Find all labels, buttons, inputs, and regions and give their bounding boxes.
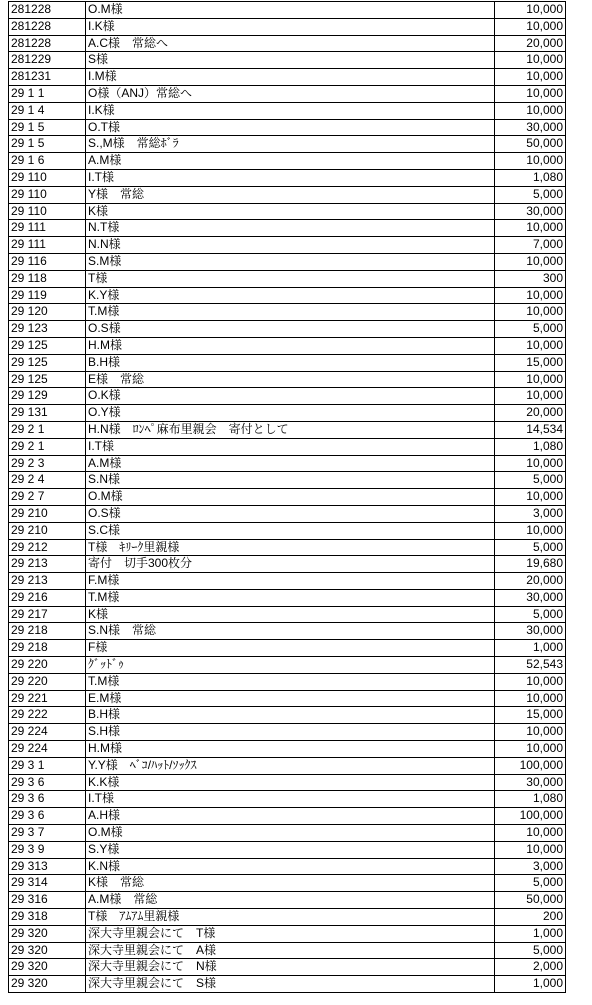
date-cell: 29 111: [9, 237, 86, 254]
table-row: [9, 522, 566, 539]
table-row: [9, 606, 566, 623]
amount-cell: 5,000: [495, 321, 566, 338]
table-row: [9, 489, 566, 506]
date-cell: 29 213: [9, 556, 86, 573]
description-cell: Y様 常総: [86, 186, 495, 203]
description-cell: O.S様: [86, 505, 495, 522]
amount-cell: 5,000: [495, 606, 566, 623]
date-cell: 281228: [9, 2, 86, 19]
table-row: [9, 741, 566, 758]
description-cell: S.,M様 常総ﾎﾞﾗ: [86, 136, 495, 153]
description-cell: T.M様: [86, 304, 495, 321]
table-row: [9, 220, 566, 237]
amount-cell: 10,000: [495, 337, 566, 354]
date-cell: 29 1 4: [9, 102, 86, 119]
date-cell: 29 110: [9, 203, 86, 220]
table-row: [9, 942, 566, 959]
amount-cell: 10,000: [495, 253, 566, 270]
table-row: [9, 321, 566, 338]
table-row: [9, 841, 566, 858]
date-cell: 29 3 6: [9, 791, 86, 808]
date-cell: 29 3 6: [9, 808, 86, 825]
amount-cell: 50,000: [495, 136, 566, 153]
amount-cell: 5,000: [495, 186, 566, 203]
description-cell: K.N様: [86, 858, 495, 875]
amount-cell: 14,534: [495, 421, 566, 438]
date-cell: 29 131: [9, 405, 86, 422]
table-row: [9, 690, 566, 707]
amount-cell: 10,000: [495, 85, 566, 102]
amount-cell: 300: [495, 270, 566, 287]
description-cell: O.M様: [86, 2, 495, 19]
amount-cell: 50,000: [495, 892, 566, 909]
date-cell: 29 123: [9, 321, 86, 338]
table-row: [9, 85, 566, 102]
description-cell: K様: [86, 606, 495, 623]
date-cell: 29 318: [9, 909, 86, 926]
date-cell: 29 1 1: [9, 85, 86, 102]
description-cell: S様: [86, 52, 495, 69]
amount-cell: 10,000: [495, 741, 566, 758]
description-cell: A.M様: [86, 153, 495, 170]
table-row: [9, 774, 566, 791]
amount-cell: 2,000: [495, 959, 566, 976]
table-row: [9, 438, 566, 455]
table-row: [9, 657, 566, 674]
description-cell: H.M様: [86, 741, 495, 758]
amount-cell: 10,000: [495, 841, 566, 858]
date-cell: 29 2 4: [9, 472, 86, 489]
description-cell: B.H様: [86, 707, 495, 724]
table-row: [9, 153, 566, 170]
table-row: [9, 237, 566, 254]
table-row: [9, 724, 566, 741]
date-cell: 29 120: [9, 304, 86, 321]
date-cell: 29 320: [9, 925, 86, 942]
date-cell: 29 118: [9, 270, 86, 287]
description-cell: N.T様: [86, 220, 495, 237]
table-row: [9, 287, 566, 304]
amount-cell: 19,680: [495, 556, 566, 573]
amount-cell: 10,000: [495, 153, 566, 170]
date-cell: 29 1 5: [9, 119, 86, 136]
amount-cell: 10,000: [495, 52, 566, 69]
description-cell: B.H様: [86, 354, 495, 371]
table-row: [9, 573, 566, 590]
date-cell: 29 3 9: [9, 841, 86, 858]
date-cell: 29 2 1: [9, 421, 86, 438]
description-cell: O.Y様: [86, 405, 495, 422]
table-row: [9, 35, 566, 52]
table-row: [9, 472, 566, 489]
date-cell: 29 220: [9, 657, 86, 674]
description-cell: E.M様: [86, 690, 495, 707]
description-cell: O.M様: [86, 489, 495, 506]
date-cell: 29 210: [9, 505, 86, 522]
date-cell: 29 2 1: [9, 438, 86, 455]
amount-cell: 30,000: [495, 119, 566, 136]
description-cell: I.K様: [86, 102, 495, 119]
amount-cell: 5,000: [495, 942, 566, 959]
description-cell: I.M様: [86, 69, 495, 86]
date-cell: 29 216: [9, 589, 86, 606]
description-cell: I.K様: [86, 18, 495, 35]
description-cell: F.M様: [86, 573, 495, 590]
date-cell: 29 320: [9, 959, 86, 976]
amount-cell: 15,000: [495, 354, 566, 371]
table-row: [9, 925, 566, 942]
amount-cell: 20,000: [495, 405, 566, 422]
description-cell: T.M様: [86, 673, 495, 690]
ledger-body: [9, 2, 566, 993]
amount-cell: 30,000: [495, 589, 566, 606]
date-cell: 29 218: [9, 623, 86, 640]
table-row: [9, 102, 566, 119]
description-cell: A.M様 常総: [86, 892, 495, 909]
description-cell: O.K様: [86, 388, 495, 405]
description-cell: A.H様: [86, 808, 495, 825]
description-cell: 寄付 切手300枚分: [86, 556, 495, 573]
table-row: [9, 892, 566, 909]
amount-cell: 10,000: [495, 2, 566, 19]
table-row: [9, 119, 566, 136]
description-cell: I.T様: [86, 791, 495, 808]
date-cell: 29 313: [9, 858, 86, 875]
amount-cell: 100,000: [495, 757, 566, 774]
table-row: [9, 69, 566, 86]
date-cell: 29 221: [9, 690, 86, 707]
date-cell: 29 316: [9, 892, 86, 909]
amount-cell: 1,080: [495, 169, 566, 186]
description-cell: T様 ｷﾘｰｸ里親様: [86, 539, 495, 556]
date-cell: 29 218: [9, 640, 86, 657]
table-row: [9, 623, 566, 640]
table-row: [9, 589, 566, 606]
table-row: [9, 2, 566, 19]
table-row: [9, 304, 566, 321]
table-row: [9, 405, 566, 422]
amount-cell: 10,000: [495, 455, 566, 472]
table-row: [9, 875, 566, 892]
date-cell: 29 125: [9, 337, 86, 354]
date-cell: 29 1 5: [9, 136, 86, 153]
amount-cell: 10,000: [495, 673, 566, 690]
description-cell: 深大寺里親会にて S様: [86, 976, 495, 993]
table-row: [9, 337, 566, 354]
table-row: [9, 270, 566, 287]
date-cell: 29 116: [9, 253, 86, 270]
table-row: [9, 371, 566, 388]
amount-cell: 7,000: [495, 237, 566, 254]
date-cell: 29 1 6: [9, 153, 86, 170]
description-cell: O.S様: [86, 321, 495, 338]
date-cell: 29 125: [9, 354, 86, 371]
table-row: [9, 203, 566, 220]
date-cell: 29 210: [9, 522, 86, 539]
amount-cell: 10,000: [495, 18, 566, 35]
table-row: [9, 673, 566, 690]
description-cell: Y.Y様 ﾍﾞｺ/ﾊｯﾄ/ｿｯｸｽ: [86, 757, 495, 774]
table-row: [9, 169, 566, 186]
amount-cell: 10,000: [495, 371, 566, 388]
donation-ledger-table: [8, 1, 566, 993]
description-cell: O様（ANJ）常総へ: [86, 85, 495, 102]
description-cell: I.T様: [86, 438, 495, 455]
description-cell: S.M様: [86, 253, 495, 270]
amount-cell: 100,000: [495, 808, 566, 825]
table-row: [9, 354, 566, 371]
table-row: [9, 707, 566, 724]
amount-cell: 10,000: [495, 388, 566, 405]
date-cell: 29 2 7: [9, 489, 86, 506]
description-cell: I.T様: [86, 169, 495, 186]
amount-cell: 20,000: [495, 573, 566, 590]
description-cell: A.C様 常総へ: [86, 35, 495, 52]
table-row: [9, 808, 566, 825]
date-cell: 29 129: [9, 388, 86, 405]
description-cell: S.C様: [86, 522, 495, 539]
date-cell: 29 220: [9, 673, 86, 690]
date-cell: 29 213: [9, 573, 86, 590]
amount-cell: 30,000: [495, 623, 566, 640]
date-cell: 281228: [9, 18, 86, 35]
date-cell: 29 110: [9, 186, 86, 203]
date-cell: 29 119: [9, 287, 86, 304]
amount-cell: 20,000: [495, 35, 566, 52]
description-cell: E様 常総: [86, 371, 495, 388]
date-cell: 281231: [9, 69, 86, 86]
table-row: [9, 455, 566, 472]
date-cell: 29 222: [9, 707, 86, 724]
table-row: [9, 52, 566, 69]
table-row: [9, 136, 566, 153]
date-cell: 29 125: [9, 371, 86, 388]
amount-cell: 10,000: [495, 304, 566, 321]
amount-cell: 3,000: [495, 505, 566, 522]
amount-cell: 10,000: [495, 102, 566, 119]
date-cell: 29 320: [9, 976, 86, 993]
amount-cell: 52,543: [495, 657, 566, 674]
date-cell: 29 110: [9, 169, 86, 186]
date-cell: 29 217: [9, 606, 86, 623]
amount-cell: 1,000: [495, 976, 566, 993]
date-cell: 29 314: [9, 875, 86, 892]
date-cell: 281229: [9, 52, 86, 69]
table-row: [9, 539, 566, 556]
description-cell: S.Y様: [86, 841, 495, 858]
amount-cell: 10,000: [495, 220, 566, 237]
amount-cell: 15,000: [495, 707, 566, 724]
table-row: [9, 858, 566, 875]
description-cell: K様: [86, 203, 495, 220]
amount-cell: 10,000: [495, 489, 566, 506]
description-cell: K様 常総: [86, 875, 495, 892]
amount-cell: 10,000: [495, 825, 566, 842]
table-row: [9, 18, 566, 35]
amount-cell: 5,000: [495, 875, 566, 892]
description-cell: T様: [86, 270, 495, 287]
amount-cell: 1,000: [495, 640, 566, 657]
amount-cell: 10,000: [495, 522, 566, 539]
description-cell: F様: [86, 640, 495, 657]
date-cell: 29 224: [9, 741, 86, 758]
table-row: [9, 791, 566, 808]
description-cell: N.N様: [86, 237, 495, 254]
table-row: [9, 909, 566, 926]
amount-cell: 5,000: [495, 472, 566, 489]
table-row: [9, 505, 566, 522]
date-cell: 29 212: [9, 539, 86, 556]
description-cell: H.M様: [86, 337, 495, 354]
description-cell: O.M様: [86, 825, 495, 842]
description-cell: 深大寺里親会にて T様: [86, 925, 495, 942]
table-row: [9, 959, 566, 976]
date-cell: 29 111: [9, 220, 86, 237]
description-cell: 深大寺里親会にて A様: [86, 942, 495, 959]
description-cell: O.T様: [86, 119, 495, 136]
amount-cell: 3,000: [495, 858, 566, 875]
description-cell: K.K様: [86, 774, 495, 791]
date-cell: 29 224: [9, 724, 86, 741]
amount-cell: 1,080: [495, 438, 566, 455]
description-cell: S.N様 常総: [86, 623, 495, 640]
description-cell: A.M様: [86, 455, 495, 472]
amount-cell: 1,080: [495, 791, 566, 808]
table-row: [9, 757, 566, 774]
description-cell: T.M様: [86, 589, 495, 606]
table-row: [9, 825, 566, 842]
date-cell: 29 3 7: [9, 825, 86, 842]
amount-cell: 10,000: [495, 69, 566, 86]
description-cell: S.N様: [86, 472, 495, 489]
table-row: [9, 253, 566, 270]
amount-cell: 10,000: [495, 690, 566, 707]
amount-cell: 5,000: [495, 539, 566, 556]
table-row: [9, 421, 566, 438]
table-row: [9, 976, 566, 993]
description-cell: H.N様 ﾛﾝﾍﾟ麻布里親会 寄付として: [86, 421, 495, 438]
amount-cell: 10,000: [495, 287, 566, 304]
description-cell: T様 ｱﾑｱﾑ里親様: [86, 909, 495, 926]
table-row: [9, 186, 566, 203]
description-cell: S.H様: [86, 724, 495, 741]
amount-cell: 30,000: [495, 774, 566, 791]
table-row: [9, 556, 566, 573]
table-row: [9, 640, 566, 657]
table-row: [9, 388, 566, 405]
amount-cell: 200: [495, 909, 566, 926]
date-cell: 281228: [9, 35, 86, 52]
date-cell: 29 3 6: [9, 774, 86, 791]
date-cell: 29 2 3: [9, 455, 86, 472]
amount-cell: 30,000: [495, 203, 566, 220]
amount-cell: 1,000: [495, 925, 566, 942]
description-cell: K.Y様: [86, 287, 495, 304]
description-cell: ｸﾞｯﾄﾞｩ: [86, 657, 495, 674]
description-cell: 深大寺里親会にて N様: [86, 959, 495, 976]
date-cell: 29 320: [9, 942, 86, 959]
date-cell: 29 3 1: [9, 757, 86, 774]
amount-cell: 10,000: [495, 724, 566, 741]
